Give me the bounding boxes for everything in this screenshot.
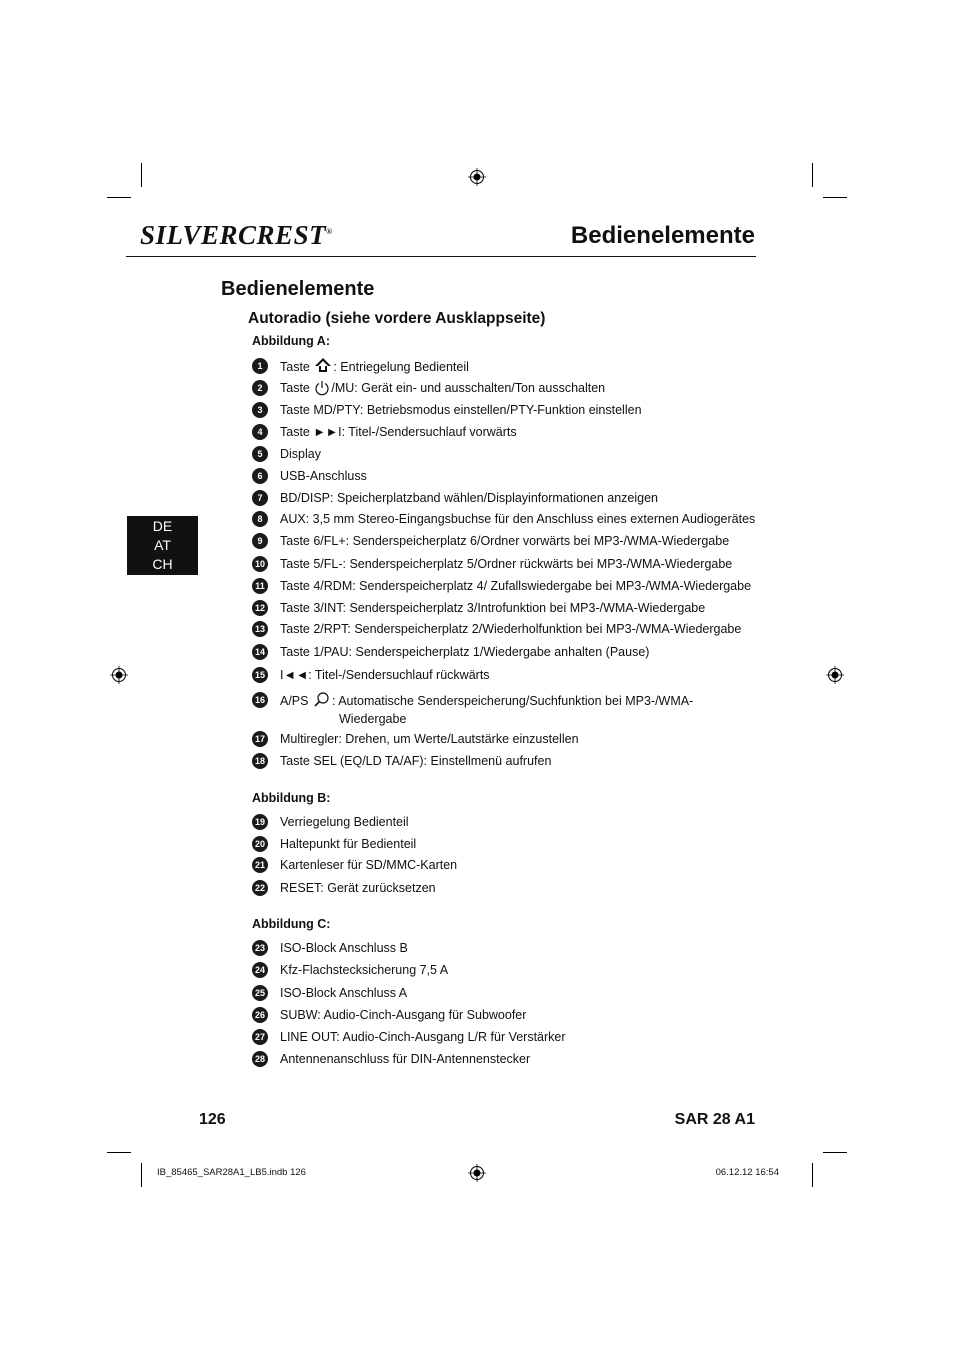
item-number-badge: 28 [252,1051,268,1067]
model-number: SAR 28 A1 [674,1111,755,1128]
crop-mark [823,1152,847,1153]
language-code: AT [154,537,171,553]
crop-mark [812,1163,813,1187]
item-number-badge: 21 [252,857,268,873]
item-number-badge: 3 [252,402,268,418]
item-text: Taste 6/FL+: Senderspeicherplatz 6/Ordner vorwärts bei MP3-/WMA-Wiedergabe [280,534,730,548]
item-text: LINE OUT: Audio-Cinch-Ausgang L/R für Verstärker [280,1030,566,1044]
item-number-badge: 27 [252,1029,268,1045]
item-text: I◄◄: Titel-/Sendersuchlauf rückwärts [280,668,490,682]
item-number-badge: 1 [252,358,268,374]
item-number-badge: 7 [252,490,268,506]
item-text: Taste 1/PAU: Senderspeicherplatz 1/Wiedergabe anhalten (Pause) [280,645,650,659]
page-number: 126 [199,1111,226,1128]
item-text: SUBW: Audio-Cinch-Ausgang für Subwoofer [280,1008,527,1022]
crop-mark [107,1152,131,1153]
item-text: Kartenleser für SD/MMC-Karten [280,858,458,872]
item-number-badge: 8 [252,511,268,527]
crop-mark [141,1163,142,1187]
item-text: Kfz-Flachstecksicherung 7,5 A [280,963,449,977]
item-text: Haltepunkt für Bedienteil [280,837,417,851]
language-tab [127,516,198,575]
section-title: Bedienelemente [221,278,375,300]
item-text: Antennenanschluss für DIN-Antennenstecker [280,1052,531,1066]
item-number-badge: 9 [252,533,268,549]
crop-mark [812,163,813,187]
item-number-badge: 15 [252,667,268,683]
item-number-badge: 2 [252,380,268,396]
item-text: Taste 2/RPT: Senderspeicherplatz 2/Wiederholfunktion bei MP3-/WMA-Wiedergabe [280,622,742,636]
item-number-badge: 14 [252,644,268,660]
brand-logo: SILVERCREST® [140,220,333,250]
crop-mark [141,163,142,187]
registration-mark-icon [826,666,844,684]
crop-mark [823,197,847,198]
item-number-badge: 17 [252,731,268,747]
item-text: Verriegelung Bedienteil [280,815,409,829]
item-text: Taste /MU: Gerät ein- und ausschalten/Ton ausschalten [280,381,606,395]
item-text: BD/DISP: Speicherplatzband wählen/Displayinformationen anzeigen [280,491,658,505]
item-number-badge: 20 [252,836,268,852]
item-number-badge: 10 [252,556,268,572]
figure-c-title: Abbildung C: [252,917,331,931]
item-text: Taste MD/PTY: Betriebsmodus einstellen/PTY-Funktion einstellen [280,403,642,417]
figure-a-title: Abbildung A: [252,334,330,348]
item-number-badge: 6 [252,468,268,484]
item-text: ISO-Block Anschluss B [280,941,408,955]
print-slug-date: 06.12.12 16:54 [715,1167,779,1178]
item-number-badge: 16 [252,692,268,708]
item-text: Taste 5/FL-: Senderspeicherplatz 5/Ordner rückwärts bei MP3-/WMA-Wiedergabe [280,557,733,571]
language-code: CH [152,556,173,572]
item-number-badge: 11 [252,578,268,594]
registration-mark-icon [468,168,486,186]
power-icon [313,381,331,395]
item-number-badge: 12 [252,600,268,616]
item-number-badge: 25 [252,985,268,1001]
running-header-title: Bedienelemente [570,222,755,249]
item-number-badge: 24 [252,962,268,978]
item-text: A/PS : Automatische Senderspeicherung/Suchfunktion bei MP3-/WMA- Wiedergabe [280,694,694,726]
item-text: ISO-Block Anschluss A [280,986,408,1000]
header-rule [126,256,756,257]
item-number-badge: 5 [252,446,268,462]
print-slug-file: IB_85465_SAR28A1_LB5.indb 126 [157,1167,306,1178]
item-text: Taste : Entriegelung Bedienteil [280,360,469,374]
item-text: AUX: 3,5 mm Stereo-Eingangsbuchse für den Anschluss eines externen Audiogerätes [280,512,756,526]
item-number-badge: 23 [252,940,268,956]
item-text: USB-Anschluss [280,469,367,483]
registration-mark-icon [110,666,128,684]
registration-mark-icon [468,1164,486,1182]
item-text: Taste SEL (EQ/LD TA/AF): Einstellmenü aufrufen [280,754,552,768]
item-text: RESET: Gerät zurücksetzen [280,881,436,895]
item-number-badge: 13 [252,621,268,637]
item-text: Multiregler: Drehen, um Werte/Lautstärke einzustellen [280,732,579,746]
crop-mark [107,197,131,198]
figure-b-title: Abbildung B: [252,791,331,805]
item-text: Taste ►►I: Titel-/Sendersuchlauf vorwärts [280,425,517,439]
search-icon [312,694,332,708]
subsection-title: Autoradio (siehe vordere Ausklappseite) [248,310,546,327]
item-number-badge: 4 [252,424,268,440]
item-number-badge: 19 [252,814,268,830]
eject-icon [313,360,333,374]
item-text: Taste 4/RDM: Senderspeicherplatz 4/ Zufallswiedergabe bei MP3-/WMA-Wiedergabe [280,579,752,593]
item-text: Display [280,447,321,461]
item-number-badge: 18 [252,753,268,769]
item-number-badge: 26 [252,1007,268,1023]
item-number-badge: 22 [252,880,268,896]
language-code: DE [152,518,173,534]
item-text: Taste 3/INT: Senderspeicherplatz 3/Introfunktion bei MP3-/WMA-Wiedergabe [280,601,706,615]
